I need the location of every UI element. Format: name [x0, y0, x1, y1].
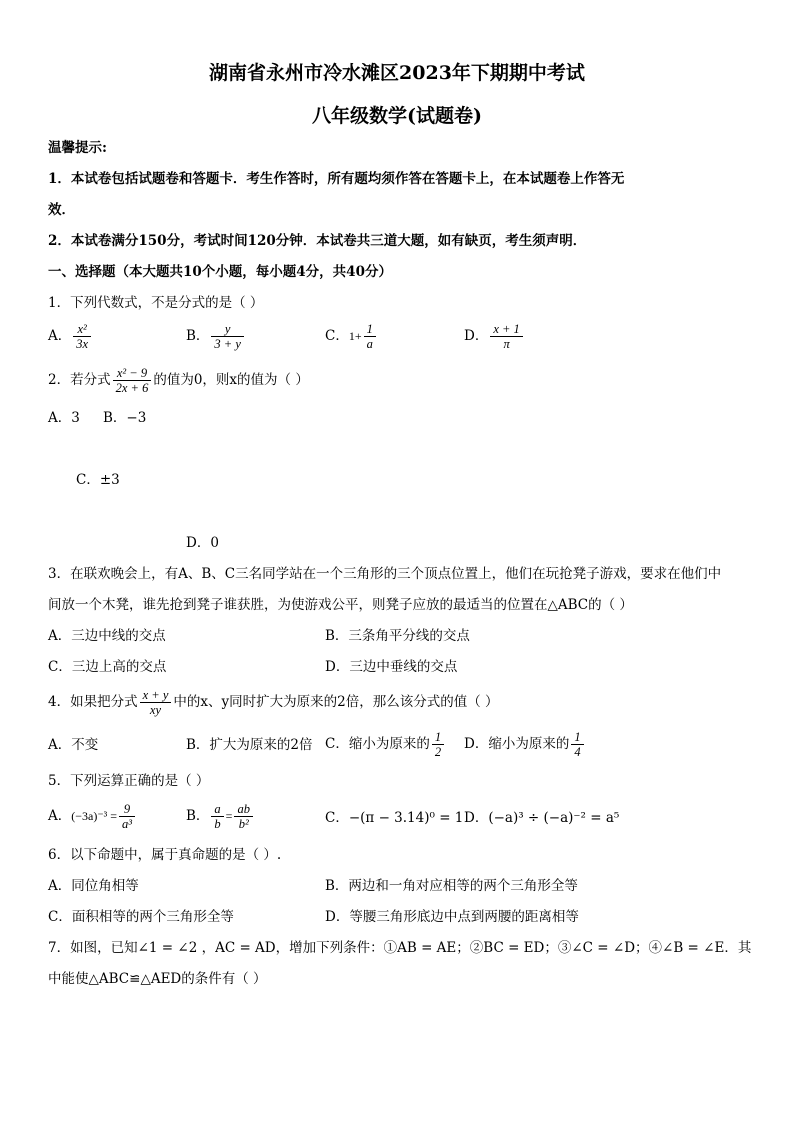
question-4-stem: 4．如果把分式 $\frac{x + y}{xy}$ 中的x、y同时扩大为原来的2倍，那么该分式的值（ ） — [48, 688, 499, 717]
question-2-option-b: B．−3 — [103, 410, 147, 426]
question-2-stem: 2．若分式 $\frac{\text{x² − 9}}{2x + 6}$ 的值为0，则x的值为（ ） — [48, 366, 309, 395]
exam-title: 湖南省永州市冷水滩区2023年下期期中考试 — [209, 62, 585, 84]
section-heading: 一、选择题（本大题共10个小题，每小题4分，共40分） — [48, 264, 392, 280]
question-2-option-d: D．0 — [186, 535, 219, 551]
question-5-option-d: D．(−a)³ ÷ (−a)⁻² = a⁵ — [464, 810, 620, 826]
question-5-stem: 5．下列运算正确的是（ ） — [48, 773, 210, 789]
question-5-option-a: A．(−3a)⁻³ = $\frac{9}{\text{a³}}$ — [48, 802, 137, 831]
question-1-stem: 1．下列代数式，不是分式的是（ ） — [48, 295, 264, 311]
notice-item-1-cont: 效． — [48, 202, 75, 218]
question-7-stem: 7．如图，已知∠1 = ∠2 ，AC = AD，增加下列条件：①AB = AE；②BC = ED；③∠C = ∠D；④∠B = ∠E．其 — [48, 940, 752, 956]
question-2-option-a: A．3 — [48, 410, 80, 426]
question-6-option-a: A．同位角相等 — [48, 878, 139, 894]
notice-item-1: 1．本试卷包括试题卷和答题卡．考生作答时，所有题均须作答在答题卡上，在本试题卷上作答无 — [48, 171, 625, 187]
question-3-option-a: A．三边中线的交点 — [48, 628, 166, 644]
question-3-option-c: C．三边上高的交点 — [48, 659, 167, 675]
question-3-option-d: D．三边中垂线的交点 — [325, 659, 458, 675]
question-3-stem: 3．在联欢晚会上，有A、B、C三名同学站在一个三角形的三个顶点位置上，他们在玩抢凳子游戏，要求在他们中 — [48, 566, 722, 582]
notice-item-2: 2．本试卷满分150分，考试时间120分钟．本试卷共三道大题，如有缺页，考生须声明． — [48, 233, 587, 249]
exam-subtitle: 八年级数学(试题卷) — [312, 105, 482, 127]
question-6-stem: 6．以下命题中，属于真命题的是（ ）. — [48, 847, 282, 863]
question-5-option-c: C．−(π − 3.14)⁰ = 1 — [325, 810, 464, 826]
question-1-option-c: C．1+ $\frac{1}{a}$ — [325, 322, 378, 351]
question-6-option-c: C．面积相等的两个三角形全等 — [48, 909, 234, 925]
question-3-option-b: B．三条角平分线的交点 — [325, 628, 470, 644]
question-1-option-d: D． $\frac{x + 1}{\pi}$ — [464, 322, 525, 351]
question-3-stem-cont: 间放一个木凳，谁先抢到凳子谁获胜，为使游戏公平，则凳子应放的最适当的位置在△ABC的（ ） — [48, 597, 633, 613]
question-6-option-d: D．等腰三角形底边中点到两腰的距离相等 — [325, 909, 579, 925]
question-4-option-d: D．缩小为原来的 $\frac{1}{4}$ — [464, 730, 586, 759]
notice-heading: 温馨提示: — [48, 140, 107, 156]
question-1-option-a: A． $\frac{\text{x²}}{3x}$ — [48, 322, 93, 351]
question-2-option-c: C．±3 — [76, 472, 120, 488]
question-1-option-b: B． $\frac{y}{3 + y}$ — [186, 322, 246, 351]
question-7-stem-cont: 中能使△ABC≌△AED的条件有（ ） — [48, 971, 267, 987]
question-4-option-a: A．不变 — [48, 737, 99, 753]
question-4-option-b: B．扩大为原来的2倍 — [186, 737, 313, 753]
question-5-option-b: B． $\frac{a}{b}$ = $\frac{ab}{\text{b²}}$ — [186, 802, 255, 831]
question-6-option-b: B．两边和一角对应相等的两个三角形全等 — [325, 878, 578, 894]
question-4-option-c: C．缩小为原来的 $\frac{1}{2}$ — [325, 730, 446, 759]
